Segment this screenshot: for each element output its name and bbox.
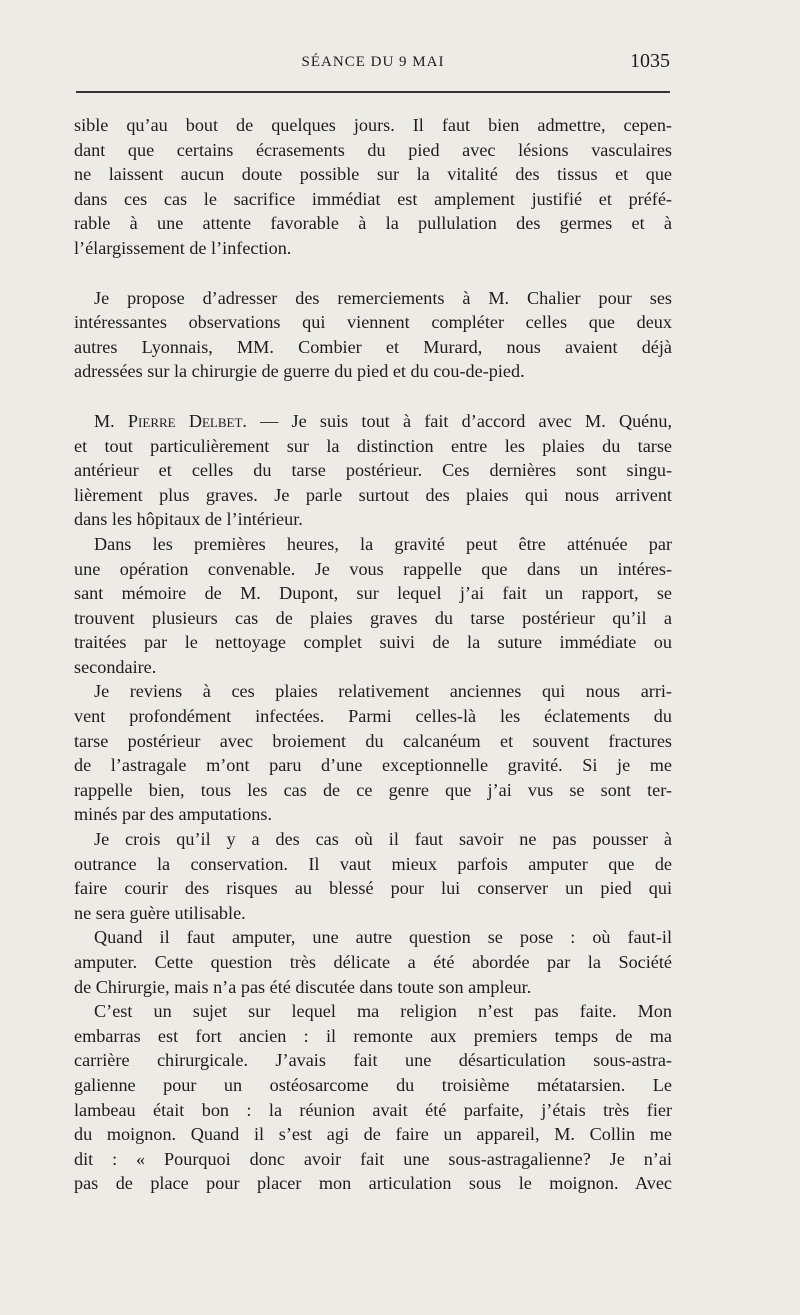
paragraph-speaker	[74, 409, 672, 532]
text-line: une opération convenable. Je vous rappelle que dans un intéres-	[74, 558, 672, 579]
speaker-line-rest: — Je suis tout à fait d’accord avec M. Quénu,	[246, 410, 672, 431]
text-line: lièrement plus graves. Je parle surtout des plaies qui nous arrivent	[74, 484, 672, 505]
text-line: minés par des amputations.	[74, 804, 273, 825]
text-line: ne sera guère utilisable.	[74, 902, 246, 923]
page-number: 1035	[630, 50, 670, 72]
text-line: sant mémoire de M. Dupont, sur lequel j’ai fait un rapport, se	[74, 583, 672, 604]
text-line: embarras est fort ancien : il remonte aux premiers temps de ma	[74, 1025, 672, 1046]
running-title: SÉANCE DU 9 MAI	[301, 54, 445, 70]
text-line: dit : « Pourquoi donc avoir fait une sous-astragalienne? Je n’ai	[74, 1148, 672, 1169]
text-line: dans les hôpitaux de l’intérieur.	[74, 509, 303, 530]
text-line: dans ces cas le sacrifice immédiat est amplement justifié et préfé-	[74, 188, 672, 209]
text-line: vent profondément infectées. Parmi celles-là les éclatements du	[74, 706, 672, 727]
text-line: et tout particulièrement sur la distinction entre les plaies du tarse	[74, 435, 672, 456]
text-line: de l’astragale m’ont paru d’une exceptionnelle gravité. Si je me	[74, 755, 672, 776]
text-line: sible qu’au bout de quelques jours. Il faut bien admettre, cepen-	[74, 115, 672, 135]
text-line: rable à une attente favorable à la pullulation des germes et à	[74, 213, 672, 234]
text-line: adressées sur la chirurgie de guerre du pied et du cou-de-pied.	[74, 361, 525, 382]
body-text	[74, 113, 672, 1196]
text-line: rappelle bien, tous les cas de ce genre que j’ai vus se sont ter-	[74, 779, 672, 800]
text-line: pas de place pour placer mon articulation sous le moignon. Avec	[74, 1173, 672, 1194]
text-line: l’élargissement de l’infection.	[74, 237, 292, 258]
text-line: faire courir des risques au blessé pour lui conserver un pied qui	[74, 878, 672, 899]
text-line: outrance la conservation. Il vaut mieux parfois amputer que de	[74, 853, 672, 874]
text-line	[74, 409, 672, 434]
text-line: tarse postérieur avec broiement du calcanéum et souvent fractures	[74, 730, 672, 751]
text-line: trouvent plusieurs cas de plaies graves du tarse postérieur qu’il a	[74, 607, 672, 628]
text-line: du moignon. Quand il s’est agi de faire un appareil, M. Collin me	[74, 1124, 672, 1145]
paragraph	[74, 925, 672, 999]
text-line: secondaire.	[74, 656, 157, 677]
paragraph	[74, 827, 672, 925]
text-line: intéressantes observations qui viennent compléter celles que deux	[74, 312, 672, 333]
paragraph	[74, 113, 672, 261]
text-line: amputer. Cette question très délicate a été abordée par la Société	[74, 952, 672, 972]
text-line: antérieur et celles du tarse postérieur. Ces dernières sont singu-	[74, 460, 672, 481]
text-line: ne laissent aucun doute possible sur la vitalité des tissus et que	[74, 164, 672, 185]
text-line: traitées par le nettoyage complet suivi de la suture immédiate ou	[74, 632, 672, 653]
paragraph	[74, 286, 672, 384]
text-line: Je reviens à ces plaies relativement anciennes qui nous arri-	[94, 681, 672, 702]
text-line: C’est un sujet sur lequel ma religion n’est pas faite. Mon	[94, 1001, 672, 1022]
speaker-name: M. Pierre Delbet.	[94, 410, 247, 431]
paragraph	[74, 532, 672, 680]
header-rule	[76, 91, 670, 93]
text-line: dant que certains écrasements du pied avec lésions vasculaires	[74, 139, 672, 160]
text-line: Dans les premières heures, la gravité peut être atténuée par	[94, 533, 672, 554]
paragraph	[74, 999, 672, 1196]
text-line: Je crois qu’il y a des cas où il faut savoir ne pas pousser à	[94, 829, 672, 850]
text-line: Quand il faut amputer, une autre question se pose : où faut-il	[94, 927, 672, 948]
text-line: de Chirurgie, mais n’a pas été discutée dans toute son ampleur.	[74, 976, 532, 997]
text-line: lambeau était bon : la réunion avait été parfaite, j’étais très fier	[74, 1099, 672, 1120]
text-line: autres Lyonnais, MM. Combier et Murard, nous avaient déjà	[74, 336, 672, 357]
text-line: carrière chirurgicale. J’avais fait une désarticulation sous-astra-	[74, 1050, 672, 1071]
page-header	[76, 50, 670, 80]
paragraph	[74, 679, 672, 827]
text-line: Je propose d’adresser des remerciements à M. Chalier pour ses	[94, 287, 672, 308]
text-line: galienne pour un ostéosarcome du troisième métatarsien. Le	[74, 1074, 672, 1095]
